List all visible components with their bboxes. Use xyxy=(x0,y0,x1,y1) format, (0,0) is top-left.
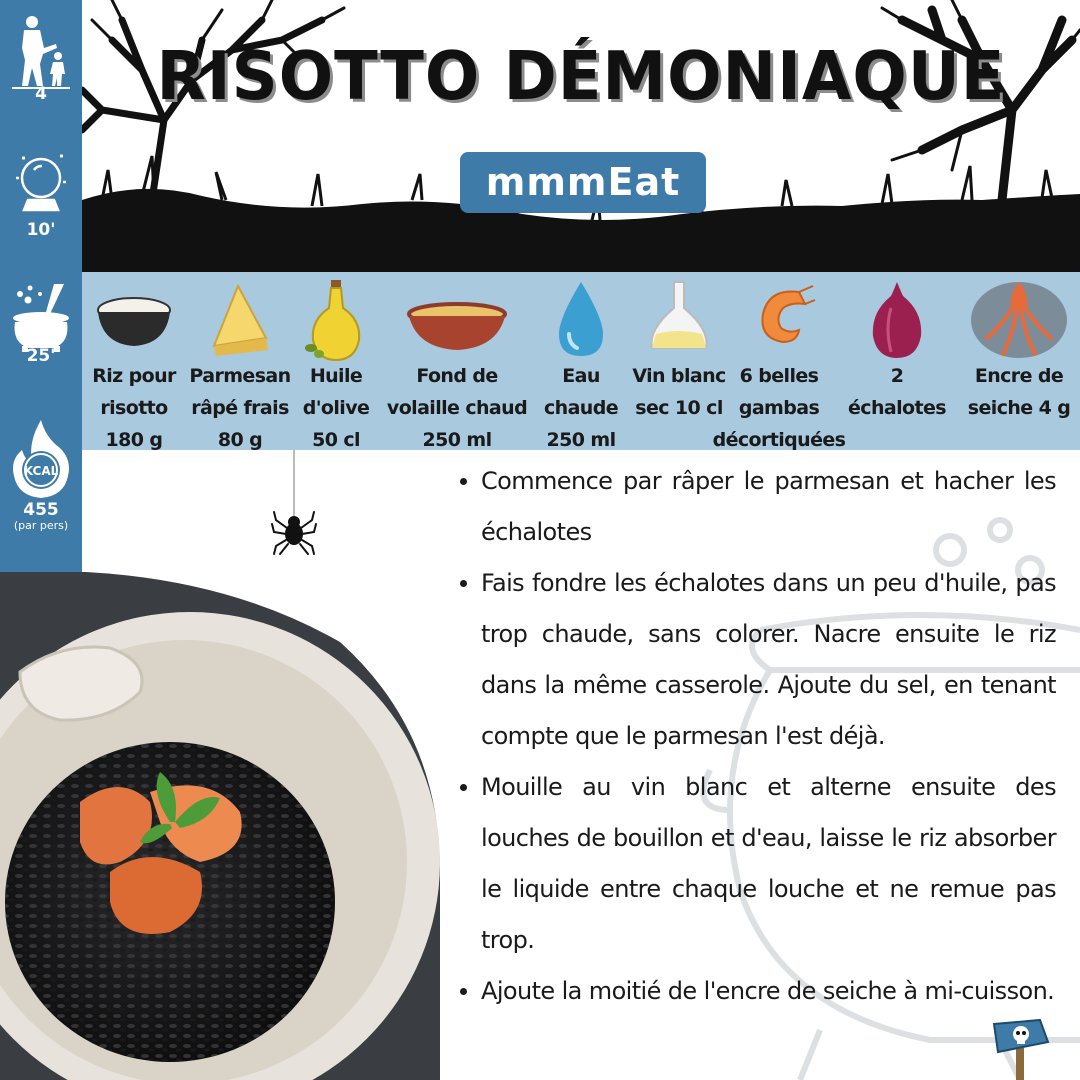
ingredient-line: Riz pour xyxy=(92,365,176,387)
ingredients-band xyxy=(82,272,1080,450)
servings-value: 4 xyxy=(35,84,47,104)
ingredient-line: 180 g xyxy=(105,429,163,451)
calories-note: (par pers) xyxy=(13,519,69,532)
ingredient-line: d'olive xyxy=(302,397,370,419)
ingredient-line: Encre de xyxy=(974,365,1064,387)
prep-time-stat xyxy=(0,148,82,240)
recipe-info-sidebar xyxy=(0,0,82,615)
ingredient-rice xyxy=(82,272,186,450)
ingredient-line: décortiquées xyxy=(712,429,846,451)
ingredient-line: râpé frais xyxy=(191,397,289,419)
ingredient-line: 80 g xyxy=(217,429,263,451)
instruction-step: Fais fondre les échalotes dans un peu d'huile, pas trop chaude, sans colorer. Nacre ensuite le riz dans la même casserole. Ajoute du sel, en tenant compte que le parmesan l'est déjà. xyxy=(456,558,1056,762)
ingredient-line: seiche 4 g xyxy=(967,397,1071,419)
kcal-flame-icon xyxy=(6,418,76,500)
broth-bowl-icon xyxy=(407,278,507,358)
prep-time-value: 10' xyxy=(26,220,56,240)
instruction-step: Ajoute la moitié de l'encre de seiche à mi-cuisson. xyxy=(456,966,1056,1017)
ingredient-line: volaille chaud xyxy=(386,397,528,419)
hanging-spider-decoration xyxy=(270,450,320,560)
ingredient-line: gambas xyxy=(738,397,820,419)
ingredient-line: 50 cl xyxy=(312,429,360,451)
kcal-badge-text: KCAL xyxy=(23,464,59,478)
black-risotto-photo xyxy=(0,572,440,1080)
shallot-icon xyxy=(867,278,927,362)
ingredient-line: Huile xyxy=(309,365,363,387)
ingredient-line: 250 ml xyxy=(422,429,492,451)
instruction-steps xyxy=(456,456,1056,1017)
water-drop-icon xyxy=(551,278,611,358)
ingredient-parmesan xyxy=(186,272,294,450)
ingredient-line: Vin blanc xyxy=(632,365,726,387)
ingredient-line: échalotes xyxy=(848,397,946,419)
skull-signpost-icon xyxy=(990,1018,1050,1080)
ingredient-line: sec 10 cl xyxy=(635,397,723,419)
cook-time-stat xyxy=(0,280,82,366)
crystal-ball-icon xyxy=(10,148,72,218)
recipe-title: RISOTTO DÉMONIAQUE xyxy=(156,38,1006,116)
calories-stat xyxy=(0,418,82,532)
parmesan-icon xyxy=(200,278,280,358)
header-banner xyxy=(82,0,1080,272)
instruction-step: Commence par râper le parmesan et hacher les échalotes xyxy=(456,456,1056,558)
ingredient-chicken-stock xyxy=(378,272,536,450)
olive-oil-icon xyxy=(301,278,371,362)
shrimp-icon xyxy=(749,278,819,358)
ingredient-line: chaude xyxy=(543,397,619,419)
instruction-step: Mouille au vin blanc et alterne ensuite des louches de bouillon et d'eau, laisse le riz absorber le liquide entre chaque louche et ne remue pas trop. xyxy=(456,762,1056,966)
white-wine-carafe-icon xyxy=(644,278,714,358)
ingredient-line: 2 xyxy=(890,365,904,387)
zombie-family-icon xyxy=(10,8,72,90)
brand-logo-badge: mmmEat xyxy=(460,152,706,213)
ingredient-line: 250 ml xyxy=(546,429,616,451)
ingredient-shallots xyxy=(836,272,958,450)
ingredient-line: Parmesan xyxy=(189,365,291,387)
calories-value: 455 xyxy=(23,500,59,520)
ingredient-line: Eau xyxy=(562,365,600,387)
ingredient-line: risotto xyxy=(100,397,168,419)
rice-bowl-icon xyxy=(94,278,174,358)
cook-time-value: 25' xyxy=(26,346,56,366)
ingredient-squid-ink xyxy=(958,272,1080,450)
servings-stat xyxy=(0,8,82,104)
squid-ink-icon xyxy=(969,278,1069,362)
ingredient-shrimp xyxy=(712,272,846,451)
ingredient-line: Fond de xyxy=(416,365,498,387)
ingredient-olive-oil xyxy=(294,272,378,450)
ingredient-line: 6 belles xyxy=(739,365,819,387)
spider-icon xyxy=(270,450,320,560)
cauldron-icon xyxy=(6,280,76,352)
ingredient-water xyxy=(536,272,626,450)
